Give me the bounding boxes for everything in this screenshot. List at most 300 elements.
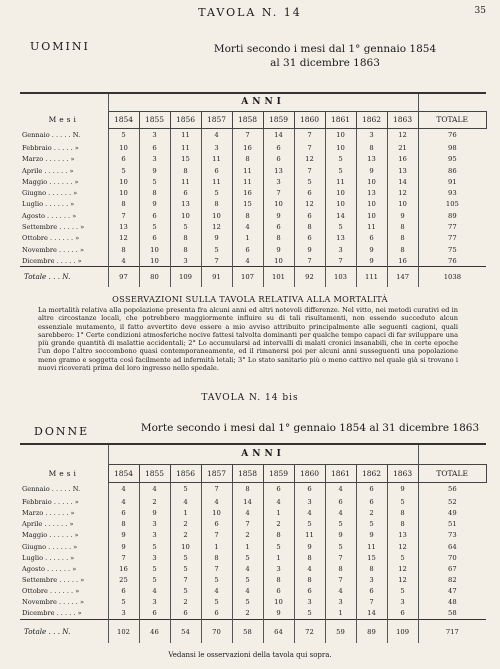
men-table-head — [20, 93, 486, 128]
observations-text: La mortalità relativa alla popolazione presenta fra alcuni anni ed altri notevoli differenze. Nel vitto, nei metodi curativi ed in altre circostanze locali, che potrebbero maggiormente influire su di tali risultamenti, non essendo succeduto alcun essenziale mutamento, il fatto avvertito deve essere a mio avviso attribuito principalmente alle seguenti cagioni, quali sarebbero: 1° Certe condizioni atmosferiche nocive fattesi talvolta dominanti per qualche tempo capaci di far sviluppare una più grande quantità di malattie accidentali; 2° Lo accumularsi ad intervalli di malati cronici insanabili, che in certe epoche l'un dopo l'altro soccombono quasi contemporaneamente, ed il rimanersi poi per alcuni anni susseguenti una popolazione meno gramo e soggetta così facilmente ad infermità letali; 3° Lo stato sanitario più o meno cattivo nel quale già si trovano i nuovi ricoverati prima del loro ingresso nello spedale. — [38, 306, 458, 373]
men-value-cell: 10 — [325, 142, 356, 153]
women-table-row — [20, 552, 486, 563]
women-value-cell: 8 — [201, 552, 232, 563]
women-value-cell: 6 — [139, 608, 170, 619]
men-value-cell: 6 — [294, 233, 325, 244]
men-month-label: Marzo . . . . . . » — [22, 155, 75, 164]
women-value-cell: 5 — [232, 597, 263, 608]
men-value-cell: 10 — [139, 244, 170, 255]
women-value-cell: 8 — [263, 530, 294, 541]
men-title-line1: Morti secondo i mesi dal 1° gennaio 1854 — [213, 43, 437, 55]
women-value-cell: 5 — [325, 519, 356, 530]
women-value-cell: 5 — [294, 519, 325, 530]
women-value-cell: 4 — [325, 482, 356, 496]
women-month-label: Giugno . . . . . . » — [22, 542, 78, 551]
men-row-total: 86 — [418, 165, 486, 176]
men-row-total: 75 — [418, 244, 486, 255]
women-row-total: 67 — [418, 563, 486, 574]
men-table-row — [20, 244, 486, 255]
men-value-cell: 12 — [387, 187, 418, 198]
women-totals-label: Totale . . . N. — [20, 619, 108, 643]
women-value-cell: 3 — [139, 552, 170, 563]
men-value-cell: 10 — [201, 210, 232, 221]
women-value-cell: 16 — [108, 563, 139, 574]
women-table-title: Morte secondo i mesi dal 1° gennaio 1854 al 31 dicembre 1863 — [140, 422, 480, 434]
women-value-cell: 2 — [170, 530, 201, 541]
men-row-total: 91 — [418, 176, 486, 187]
men-value-cell: 10 — [325, 187, 356, 198]
men-month-label: Settembre . . . . . » — [22, 223, 85, 232]
men-value-cell: 16 — [232, 142, 263, 153]
women-value-cell: 7 — [232, 519, 263, 530]
men-total-cell: 101 — [263, 267, 294, 287]
women-value-cell: 2 — [139, 496, 170, 507]
men-value-cell: 10 — [356, 176, 387, 187]
men-value-cell: 4 — [201, 128, 232, 142]
women-month-label: Gennaio . . . . . N. — [22, 485, 81, 494]
women-value-cell: 5 — [139, 541, 170, 552]
men-value-cell: 11 — [170, 142, 201, 153]
women-table-row — [20, 496, 486, 507]
men-totals-label: Totale . . . N. — [20, 267, 108, 287]
men-value-cell: 8 — [170, 244, 201, 255]
men-value-cell: 8 — [387, 221, 418, 232]
women-value-cell: 2 — [232, 530, 263, 541]
men-table-title — [175, 42, 475, 70]
women-label: DONNE — [34, 425, 90, 438]
tavola-title: TAVOLA N. 14 — [198, 6, 302, 19]
men-value-cell: 8 — [356, 142, 387, 153]
women-value-cell: 1 — [263, 507, 294, 518]
men-value-cell: 3 — [170, 255, 201, 266]
men-value-cell: 10 — [170, 210, 201, 221]
men-value-cell: 13 — [387, 165, 418, 176]
men-month-label: Luglio . . . . . . » — [22, 200, 75, 209]
men-value-cell: 9 — [139, 165, 170, 176]
men-value-cell: 13 — [356, 154, 387, 165]
women-value-cell: 1 — [232, 541, 263, 552]
men-value-cell: 14 — [325, 210, 356, 221]
men-value-cell: 8 — [170, 165, 201, 176]
men-value-cell: 8 — [139, 187, 170, 198]
men-value-cell: 7 — [294, 142, 325, 153]
men-month-label: Giugno . . . . . . » — [22, 189, 78, 198]
men-row-total: 93 — [418, 187, 486, 198]
men-value-cell: 9 — [201, 233, 232, 244]
men-value-cell: 7 — [232, 128, 263, 142]
men-value-cell: 8 — [294, 221, 325, 232]
women-value-cell: 9 — [139, 507, 170, 518]
women-month-label: Settembre . . . . . » — [22, 576, 85, 585]
women-row-total: 70 — [418, 552, 486, 563]
men-value-cell: 7 — [108, 210, 139, 221]
men-year-header: 1857 — [201, 111, 232, 128]
footnote: Vedansi le osservazioni della tavola qui sopra. — [168, 651, 332, 659]
women-value-cell: 13 — [387, 530, 418, 541]
women-row-total: 49 — [418, 507, 486, 518]
women-totals-row — [20, 619, 486, 643]
women-value-cell: 8 — [356, 563, 387, 574]
women-value-cell: 4 — [232, 563, 263, 574]
women-value-cell: 1 — [263, 552, 294, 563]
women-value-cell: 4 — [294, 563, 325, 574]
women-value-cell: 5 — [139, 575, 170, 586]
women-value-cell: 2 — [170, 519, 201, 530]
women-value-cell: 4 — [263, 496, 294, 507]
women-value-cell: 8 — [325, 563, 356, 574]
men-value-cell: 13 — [263, 165, 294, 176]
women-value-cell: 7 — [170, 575, 201, 586]
women-month-label: Agosto . . . . . . » — [22, 564, 77, 573]
men-value-cell: 11 — [232, 176, 263, 187]
men-total-cell: 97 — [108, 267, 139, 287]
women-value-cell: 5 — [232, 575, 263, 586]
women-value-cell: 5 — [170, 482, 201, 496]
men-value-cell: 6 — [263, 221, 294, 232]
men-value-cell: 3 — [325, 244, 356, 255]
women-value-cell: 5 — [139, 563, 170, 574]
men-value-cell: 1 — [232, 233, 263, 244]
women-row-total: 73 — [418, 530, 486, 541]
men-row-total: 77 — [418, 233, 486, 244]
women-value-cell: 6 — [170, 608, 201, 619]
women-table-row — [20, 563, 486, 574]
women-row-total: 52 — [418, 496, 486, 507]
women-value-cell: 8 — [232, 482, 263, 496]
women-value-cell: 6 — [356, 496, 387, 507]
men-value-cell: 6 — [108, 154, 139, 165]
women-value-cell: 6 — [263, 482, 294, 496]
women-value-cell: 25 — [108, 575, 139, 586]
men-value-cell: 3 — [139, 128, 170, 142]
women-value-cell: 9 — [263, 608, 294, 619]
men-table-row — [20, 233, 486, 244]
women-row-total: 64 — [418, 541, 486, 552]
women-value-cell: 6 — [294, 482, 325, 496]
men-value-cell: 10 — [108, 187, 139, 198]
women-value-cell: 9 — [356, 530, 387, 541]
page-number: 35 — [474, 6, 486, 16]
men-value-cell: 6 — [201, 165, 232, 176]
men-total-cell: 103 — [325, 267, 356, 287]
men-value-cell: 9 — [387, 210, 418, 221]
men-value-cell: 10 — [387, 199, 418, 210]
women-value-cell: 8 — [387, 519, 418, 530]
women-value-cell: 6 — [201, 608, 232, 619]
women-value-cell: 5 — [201, 597, 232, 608]
men-value-cell: 6 — [356, 233, 387, 244]
women-year-header: 1861 — [325, 464, 356, 482]
men-value-cell: 4 — [232, 255, 263, 266]
men-total-cell: 91 — [201, 267, 232, 287]
men-value-cell: 11 — [170, 128, 201, 142]
women-month-label: Novembre . . . . . » — [22, 598, 84, 607]
men-value-cell: 6 — [263, 142, 294, 153]
women-value-cell: 5 — [387, 552, 418, 563]
men-value-cell: 12 — [201, 221, 232, 232]
men-value-cell: 5 — [325, 221, 356, 232]
women-value-cell: 4 — [325, 507, 356, 518]
women-year-header: 1862 — [356, 464, 387, 482]
men-table — [20, 92, 487, 287]
women-value-cell: 6 — [201, 519, 232, 530]
women-value-cell: 3 — [263, 563, 294, 574]
men-year-header: 1863 — [387, 111, 418, 128]
men-table-row — [20, 154, 486, 165]
men-label: UOMINI — [30, 40, 90, 53]
men-value-cell: 10 — [108, 142, 139, 153]
men-value-cell: 6 — [139, 233, 170, 244]
men-value-cell: 8 — [201, 199, 232, 210]
men-table-body — [20, 128, 486, 287]
men-value-cell: 13 — [356, 187, 387, 198]
women-year-header: 1857 — [201, 464, 232, 482]
women-value-cell: 2 — [232, 608, 263, 619]
women-value-cell: 3 — [108, 608, 139, 619]
women-value-cell: 8 — [294, 552, 325, 563]
men-year-header: 1861 — [325, 111, 356, 128]
men-month-label: Novembre . . . . . » — [22, 245, 84, 254]
women-value-cell: 14 — [356, 608, 387, 619]
women-row-total: 56 — [418, 482, 486, 496]
men-year-header: 1855 — [139, 111, 170, 128]
men-value-cell: 7 — [294, 128, 325, 142]
women-value-cell: 4 — [108, 496, 139, 507]
men-value-cell: 4 — [108, 255, 139, 266]
men-value-cell: 5 — [201, 187, 232, 198]
women-month-label: Ottobre . . . . . . » — [22, 587, 80, 596]
women-total-cell: 102 — [108, 619, 139, 643]
men-total-cell: 92 — [294, 267, 325, 287]
women-value-cell: 3 — [139, 530, 170, 541]
women-value-cell: 15 — [356, 552, 387, 563]
women-value-cell: 2 — [170, 597, 201, 608]
men-value-cell: 10 — [139, 255, 170, 266]
women-value-cell: 14 — [232, 496, 263, 507]
men-month-label: Ottobre . . . . . . » — [22, 234, 80, 243]
women-table-row — [20, 586, 486, 597]
women-value-cell: 4 — [108, 482, 139, 496]
men-table-row — [20, 128, 486, 142]
men-value-cell: 7 — [294, 165, 325, 176]
men-year-header: 1862 — [356, 111, 387, 128]
men-value-cell: 8 — [108, 244, 139, 255]
men-value-cell: 6 — [139, 210, 170, 221]
men-value-cell: 14 — [387, 176, 418, 187]
men-value-cell: 6 — [232, 244, 263, 255]
men-total-cell: 147 — [387, 267, 418, 287]
women-month-label: Aprile . . . . . . » — [22, 520, 74, 529]
women-year-header: 1863 — [387, 464, 418, 482]
men-value-cell: 16 — [387, 255, 418, 266]
women-value-cell: 3 — [294, 496, 325, 507]
women-value-cell: 4 — [201, 496, 232, 507]
tavola-bis-title: TAVOLA N. 14 bis — [201, 393, 299, 403]
men-year-header: 1860 — [294, 111, 325, 128]
men-value-cell: 6 — [294, 210, 325, 221]
men-value-cell: 11 — [170, 176, 201, 187]
women-value-cell: 5 — [294, 608, 325, 619]
women-value-cell: 7 — [325, 552, 356, 563]
men-year-header: 1858 — [232, 111, 263, 128]
men-value-cell: 11 — [325, 176, 356, 187]
women-table-row — [20, 597, 486, 608]
men-year-header: 1856 — [170, 111, 201, 128]
men-value-cell: 10 — [325, 128, 356, 142]
women-table-row — [20, 608, 486, 619]
women-value-cell: 12 — [387, 563, 418, 574]
women-month-label: Dicembre . . . . . » — [22, 609, 82, 618]
women-value-cell: 8 — [387, 507, 418, 518]
men-value-cell: 8 — [232, 210, 263, 221]
men-value-cell: 9 — [356, 165, 387, 176]
men-table-row — [20, 176, 486, 187]
men-value-cell: 16 — [387, 154, 418, 165]
women-grand-total: 717 — [418, 619, 486, 643]
women-value-cell: 2 — [263, 519, 294, 530]
women-total-cell: 70 — [201, 619, 232, 643]
women-value-cell: 3 — [294, 597, 325, 608]
women-year-header: 1855 — [139, 464, 170, 482]
women-table-row — [20, 541, 486, 552]
women-year-header: 1858 — [232, 464, 263, 482]
women-value-cell: 5 — [325, 541, 356, 552]
men-value-cell: 7 — [325, 255, 356, 266]
women-value-cell: 10 — [170, 541, 201, 552]
men-total-cell: 107 — [232, 267, 263, 287]
men-value-cell: 10 — [356, 210, 387, 221]
women-value-cell: 4 — [201, 586, 232, 597]
men-totals-row — [20, 267, 486, 287]
women-anni-label: ANNI — [108, 444, 418, 464]
men-value-cell: 14 — [263, 128, 294, 142]
men-month-label: Dicembre . . . . . » — [22, 256, 82, 265]
women-value-cell: 5 — [263, 541, 294, 552]
men-value-cell: 8 — [387, 233, 418, 244]
men-row-total: 77 — [418, 221, 486, 232]
men-value-cell: 6 — [294, 187, 325, 198]
men-value-cell: 8 — [232, 154, 263, 165]
men-value-cell: 16 — [232, 187, 263, 198]
women-value-cell: 7 — [356, 597, 387, 608]
men-value-cell: 13 — [108, 221, 139, 232]
women-value-cell: 5 — [387, 586, 418, 597]
women-value-cell: 10 — [263, 597, 294, 608]
women-month-label: Febbraio . . . . . » — [22, 497, 79, 506]
women-value-cell: 5 — [356, 519, 387, 530]
men-value-cell: 3 — [201, 142, 232, 153]
men-value-cell: 6 — [263, 154, 294, 165]
women-value-cell: 6 — [108, 586, 139, 597]
men-value-cell: 5 — [139, 176, 170, 187]
men-total-cell: 80 — [139, 267, 170, 287]
men-value-cell: 9 — [263, 210, 294, 221]
women-value-cell: 10 — [201, 507, 232, 518]
men-value-cell: 6 — [139, 142, 170, 153]
men-value-cell: 10 — [263, 255, 294, 266]
men-value-cell: 9 — [356, 244, 387, 255]
men-blank-head2 — [418, 93, 486, 111]
men-value-cell: 6 — [170, 187, 201, 198]
women-value-cell: 4 — [325, 586, 356, 597]
men-table-row — [20, 199, 486, 210]
men-month-label: Febbraio . . . . . » — [22, 143, 79, 152]
men-month-label: Maggio . . . . . . » — [22, 177, 79, 186]
men-value-cell: 10 — [108, 176, 139, 187]
women-value-cell: 5 — [108, 597, 139, 608]
women-value-cell: 7 — [108, 552, 139, 563]
men-value-cell: 7 — [294, 255, 325, 266]
men-row-total: 76 — [418, 128, 486, 142]
men-value-cell: 9 — [263, 244, 294, 255]
women-row-total: 82 — [418, 575, 486, 586]
men-value-cell: 10 — [356, 199, 387, 210]
women-value-cell: 4 — [170, 496, 201, 507]
women-month-label: Luglio . . . . . . » — [22, 553, 75, 562]
women-value-cell: 5 — [232, 552, 263, 563]
women-mesi-label: Mesi — [48, 468, 79, 478]
men-row-total: 76 — [418, 255, 486, 266]
women-month-label: Maggio . . . . . . » — [22, 531, 79, 540]
women-blank-head — [20, 444, 108, 464]
women-row-total: 48 — [418, 597, 486, 608]
men-value-cell: 11 — [356, 221, 387, 232]
women-value-cell: 9 — [387, 482, 418, 496]
men-title-line2: al 31 dicembre 1863 — [270, 57, 380, 69]
women-totale-header: TOTALE — [418, 464, 486, 482]
men-month-label: Agosto . . . . . . » — [22, 211, 77, 220]
men-value-cell: 13 — [170, 199, 201, 210]
women-table-row — [20, 575, 486, 586]
men-table-row — [20, 165, 486, 176]
men-year-header: 1854 — [108, 111, 139, 128]
men-table-row — [20, 221, 486, 232]
women-total-cell: 46 — [139, 619, 170, 643]
women-value-cell: 9 — [108, 541, 139, 552]
women-value-cell: 7 — [201, 482, 232, 496]
men-value-cell: 12 — [294, 199, 325, 210]
women-value-cell: 4 — [139, 482, 170, 496]
women-value-cell: 4 — [294, 507, 325, 518]
women-month-label: Marzo . . . . . . » — [22, 508, 75, 517]
women-value-cell: 5 — [170, 586, 201, 597]
women-value-cell: 6 — [325, 496, 356, 507]
women-table-body — [20, 482, 486, 643]
men-month-label: Aprile . . . . . . » — [22, 166, 74, 175]
men-value-cell: 5 — [170, 221, 201, 232]
women-value-cell: 5 — [201, 575, 232, 586]
men-value-cell: 8 — [387, 244, 418, 255]
women-year-header: 1854 — [108, 464, 139, 482]
women-value-cell: 2 — [356, 507, 387, 518]
women-value-cell: 9 — [325, 530, 356, 541]
men-value-cell: 13 — [325, 233, 356, 244]
men-value-cell: 8 — [263, 233, 294, 244]
men-table-row — [20, 210, 486, 221]
women-value-cell: 3 — [139, 597, 170, 608]
women-value-cell: 6 — [294, 586, 325, 597]
men-value-cell: 12 — [108, 233, 139, 244]
men-value-cell: 21 — [387, 142, 418, 153]
women-row-total: 51 — [418, 519, 486, 530]
women-table-head — [20, 444, 486, 482]
men-blank-head — [20, 93, 108, 111]
women-value-cell: 11 — [294, 530, 325, 541]
men-value-cell: 5 — [201, 244, 232, 255]
women-value-cell: 6 — [356, 586, 387, 597]
women-value-cell: 4 — [232, 586, 263, 597]
men-value-cell: 15 — [170, 154, 201, 165]
